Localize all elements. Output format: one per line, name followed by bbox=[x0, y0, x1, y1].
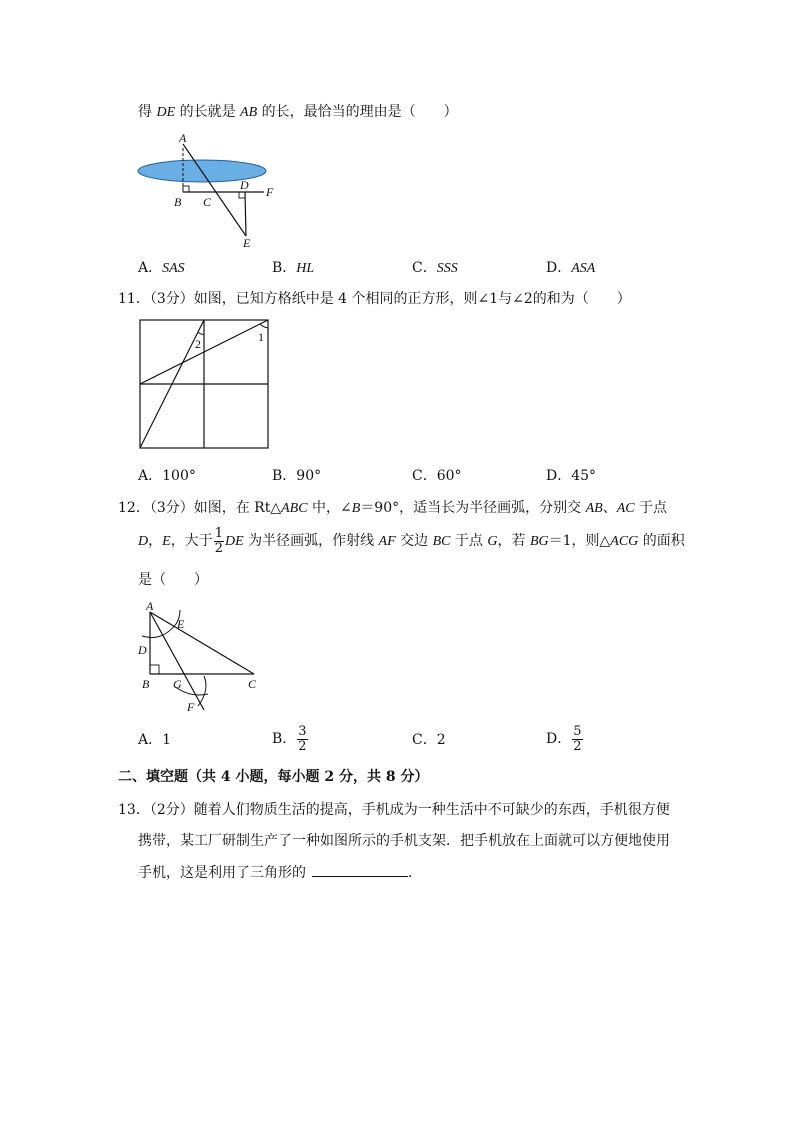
q12-figure bbox=[136, 598, 266, 716]
q12-option-b-fraction: $\frac{3}{2}$ bbox=[298, 723, 307, 754]
q12-option-d-fraction: $\frac{5}{2}$ bbox=[573, 723, 582, 754]
q11-option-a[interactable]: A．100° bbox=[138, 468, 196, 484]
right-angle-B bbox=[150, 665, 159, 674]
label-E: E bbox=[177, 617, 185, 631]
label-C: C bbox=[203, 195, 212, 209]
angle-2-arc bbox=[198, 332, 204, 334]
q10-option-c[interactable]: C．SSS bbox=[412, 260, 458, 276]
q11-figure bbox=[138, 318, 272, 452]
line-AE bbox=[183, 144, 246, 236]
q12-option-a[interactable]: A．1 bbox=[138, 732, 172, 748]
q11-option-d[interactable]: D．45° bbox=[546, 468, 597, 484]
q12-stem-line1: 12．（3分）如图，在 Rt△ABC 中，∠B＝90°，适当长为半径画弧，分别交 AB、AC 于点 bbox=[118, 500, 668, 516]
q13-stem-line1: 13．（2分）随着人们物质生活的提高，手机成为一种生活中不可缺少的东西，手机很方便 bbox=[118, 802, 670, 818]
q12-stem-line2: D，E，大于 $\frac{1}{2}$ DE 为半径画弧，作射线 AF 交边 BC 于点 G，若 BG＝1，则△ACG 的面积 bbox=[138, 525, 685, 556]
side-AC bbox=[150, 612, 254, 674]
q12-stem-line3: 是（ ） bbox=[138, 572, 208, 588]
label-B: B bbox=[174, 195, 182, 209]
q10-option-b[interactable]: B．HL bbox=[272, 260, 315, 276]
label-G: G bbox=[173, 677, 182, 691]
label-F: F bbox=[187, 700, 195, 714]
line-DE bbox=[245, 192, 246, 236]
label-angle-1: 1 bbox=[258, 330, 264, 344]
q12-option-d[interactable]: D． $\frac{5}{2}$ bbox=[546, 723, 582, 754]
q12-fraction-half: $\frac{1}{2}$ bbox=[214, 525, 223, 556]
label-B: B bbox=[142, 677, 150, 691]
label-D: D bbox=[138, 643, 147, 657]
label-angle-2: 2 bbox=[195, 337, 201, 351]
label-A: A bbox=[179, 131, 187, 145]
q13-stem-line2: 携带，某工厂研制生产了一种如图所示的手机支架．把手机放在上面就可以方便地使用 bbox=[138, 833, 670, 849]
label-E: E bbox=[243, 236, 251, 250]
q11-option-b[interactable]: B．90° bbox=[272, 468, 322, 484]
right-angle-D bbox=[239, 192, 245, 198]
q10-stem: 得 DE 的长就是 AB 的长，最恰当的理由是（ ） bbox=[138, 104, 458, 120]
q10-option-d[interactable]: D．ASA bbox=[546, 260, 596, 276]
label-A: A bbox=[146, 599, 154, 613]
angle-1-arc bbox=[260, 324, 268, 328]
q12-option-c[interactable]: C．2 bbox=[412, 732, 446, 748]
q13-stem-line3: 手机，这是利用了三角形的 ． bbox=[138, 862, 422, 883]
label-C: C bbox=[248, 677, 257, 691]
label-D: D bbox=[240, 178, 249, 192]
q11-stem: 11．（3分）如图，已知方格纸中是 4 个相同的正方形，则∠1与∠2的和为（ ） bbox=[118, 291, 631, 307]
arc-DE bbox=[142, 610, 180, 638]
section-title: 二、填空题（共 4 小题，每小题 2 分，共 8 分） bbox=[118, 769, 429, 785]
q11-option-c[interactable]: C．60° bbox=[412, 468, 462, 484]
q10-option-a[interactable]: A．SAS bbox=[138, 260, 185, 276]
q10-figure bbox=[130, 130, 280, 250]
label-F: F bbox=[266, 185, 274, 199]
q13-answer-blank[interactable] bbox=[312, 862, 408, 877]
right-angle-B bbox=[183, 186, 189, 192]
q12-option-b[interactable]: B． $\frac{3}{2}$ bbox=[272, 723, 307, 754]
